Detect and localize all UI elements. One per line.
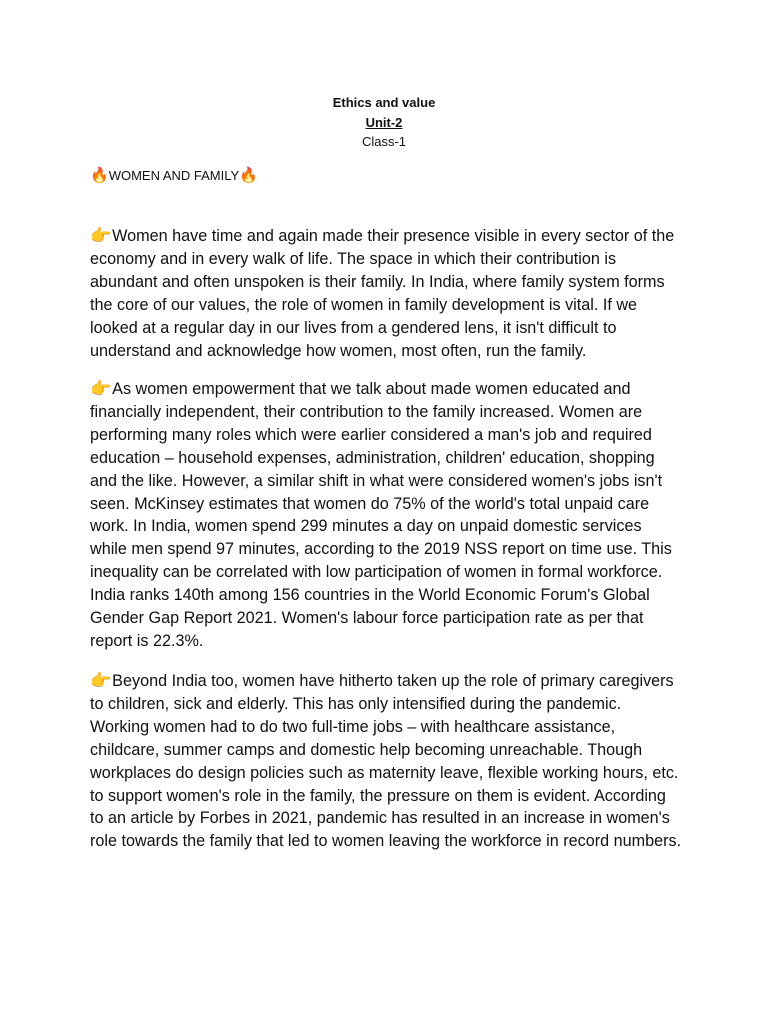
- class-label: Class-1: [361, 134, 407, 149]
- document-header: [0, 93, 768, 152]
- paragraph-3: [90, 670, 682, 853]
- pointing-hand-icon: 👉: [90, 379, 112, 398]
- document-title: Ethics and value: [332, 95, 436, 110]
- paragraph-3-text: Beyond India too, women have hitherto taken up the role of primary caregivers to children, sick and elderly. This has only intensified during the pandemic. Working women had to do two full-time jobs – with healthcare assistance, childcare, summer camps and domestic help becoming unreachable. Though workplaces do design policies such as maternity leave, flexible working hours, etc. to support women's role in the family, the pressure on them is evident. According to an article by Forbes in 2021, pandemic has resulted in an increase in women's role towards the family that led to women leaving the workforce in record numbers.: [90, 672, 682, 851]
- pointing-hand-icon: 👉: [90, 226, 112, 245]
- unit-label: Unit-2: [365, 114, 403, 130]
- fire-icon: 🔥: [239, 167, 258, 184]
- section-heading: [90, 166, 258, 186]
- paragraph-1-text: Women have time and again made their presence visible in every sector of the economy and in every walk of life. The space in which their contribution is abundant and often unspoken is their family. In India, where family system forms the core of our values, the role of women in family development is vital. If we looked at a regular day in our lives from a gendered lens, it isn't difficult to understand and acknowledge how women, most often, run the family.: [90, 227, 675, 360]
- section-heading-text: WOMEN AND FAMILY: [108, 168, 240, 183]
- pointing-hand-icon: 👉: [90, 671, 112, 690]
- fire-icon: 🔥: [90, 167, 109, 184]
- paragraph-1: [90, 225, 682, 362]
- paragraph-2: [90, 378, 682, 653]
- paragraph-2-text: As women empowerment that we talk about made women educated and financially independent, their contribution to the family increased. Women are performing many roles which were earlier considered a man's job and required education – household expenses, administration, children' education, shopping and the like. However, a similar shift in what were considered women's jobs isn't seen. McKinsey estimates that women do 75% of the world's total unpaid care work. In India, women spend 299 minutes a day on unpaid domestic services while men spend 97 minutes, according to the 2019 NSS report on time use. This inequality can be correlated with low participation of women in formal workforce. India ranks 140th among 156 countries in the World Economic Forum's Global Gender Gap Report 2021. Women's labour force participation rate as per that report is 22.3%.: [90, 380, 672, 650]
